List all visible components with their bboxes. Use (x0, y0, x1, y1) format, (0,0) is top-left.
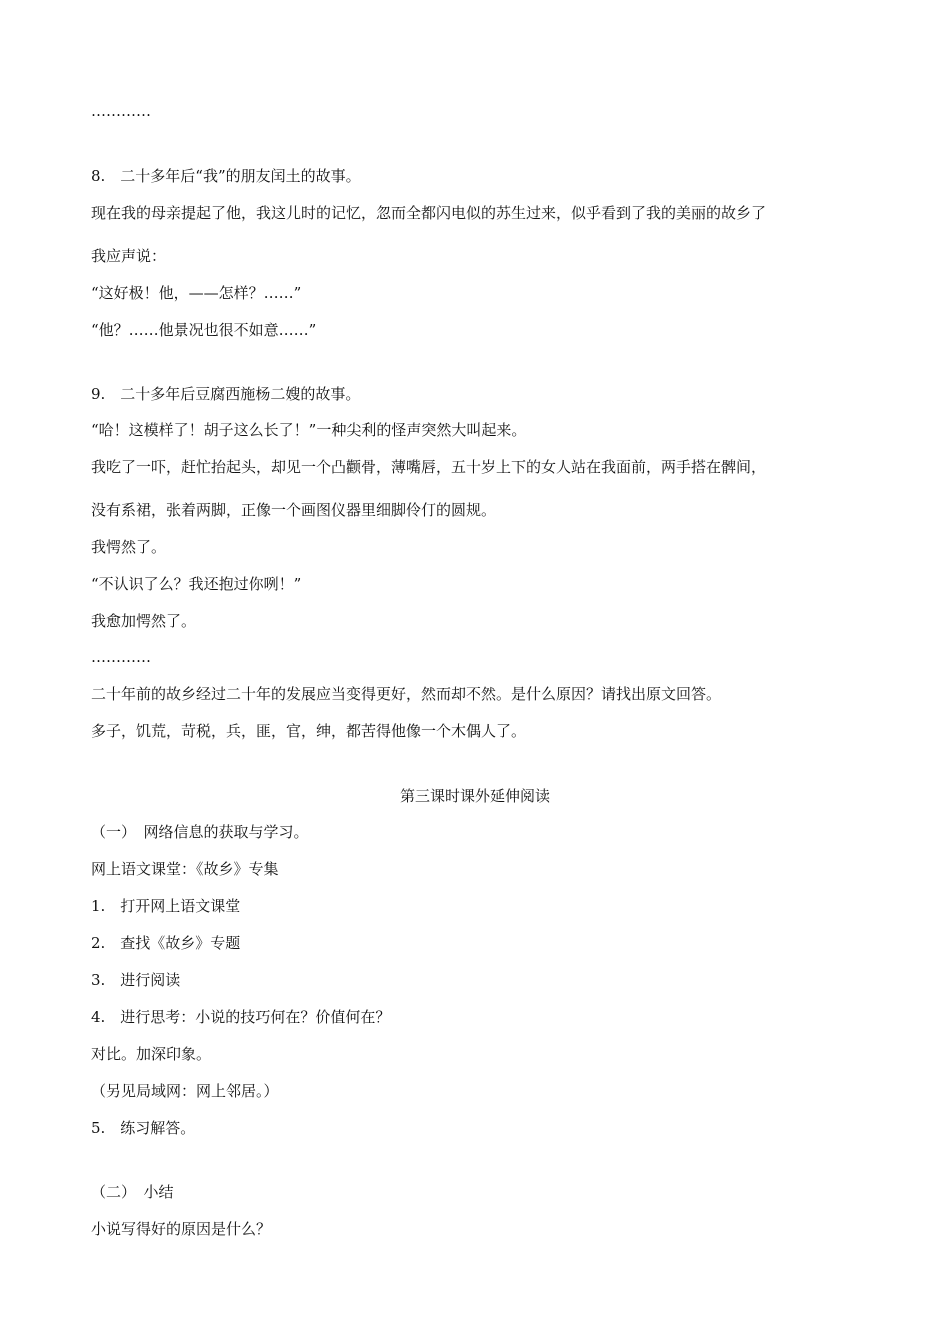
dialogue-line: “这好极！他，——怎样？……” (91, 284, 302, 302)
paragraph-line: 我愕然了。 (91, 538, 167, 556)
subsection-heading: （二） 小结 (91, 1183, 174, 1201)
dialogue-line: “不认识了么？我还抱过你咧！” (91, 575, 302, 593)
dialogue-line: “他？……他景况也很不如意……” (91, 321, 317, 339)
question-line: 二十年前的故乡经过二十年的发展应当变得更好，然而却不然。是什么原因？请找出原文回答。 (91, 685, 722, 703)
paragraph-line: （另见局域网：网上邻居。） (91, 1082, 279, 1100)
list-item: 5. 练习解答。 (91, 1119, 196, 1137)
list-item: 2. 查找《故乡》专题 (91, 934, 241, 952)
list-item: 1. 打开网上语文课堂 (91, 897, 241, 915)
dialogue-line: “哈！这模样了！胡子这么长了！”一种尖利的怪声突然大叫起来。 (91, 421, 527, 439)
paragraph-line: 现在我的母亲提起了他，我这儿时的记忆，忽而全都闪电似的苏生过来，似乎看到了我的美丽的故乡了 (91, 204, 767, 222)
subsection-heading: （一） 网络信息的获取与学习。 (91, 823, 309, 841)
paragraph-line: 对比。加深印象。 (91, 1045, 212, 1063)
question-line: 小说写得好的原因是什么？ (91, 1220, 272, 1238)
paragraph-line: 没有系裙，张着两脚，正像一个画图仪器里细脚伶仃的圆规。 (91, 501, 497, 519)
section-8-heading: 8. 二十多年后“我”的朋友闰土的故事。 (91, 167, 361, 185)
ellipsis-line: ………… (91, 648, 151, 666)
paragraph-line: 我吃了一吓，赶忙抬起头，却见一个凸颧骨，薄嘴唇，五十岁上下的女人站在我面前，两手搭在髀间， (91, 458, 767, 476)
section-9-heading: 9. 二十多年后豆腐西施杨二嫂的故事。 (91, 385, 361, 403)
paragraph-line: 网上语文课堂：《故乡》专集 (91, 860, 279, 878)
lesson-title: 第三课时课外延伸阅读 (399, 787, 550, 805)
list-item: 3. 进行阅读 (91, 971, 181, 989)
ellipsis-line: ………… (91, 102, 151, 120)
list-item: 4. 进行思考：小说的技巧何在？价值何在？ (91, 1008, 391, 1026)
paragraph-line: 我应声说： (91, 247, 167, 265)
paragraph-line: 我愈加愕然了。 (91, 612, 197, 630)
answer-line: 多子，饥荒，苛税，兵，匪，官，绅，都苦得他像一个木偶人了。 (91, 722, 527, 740)
